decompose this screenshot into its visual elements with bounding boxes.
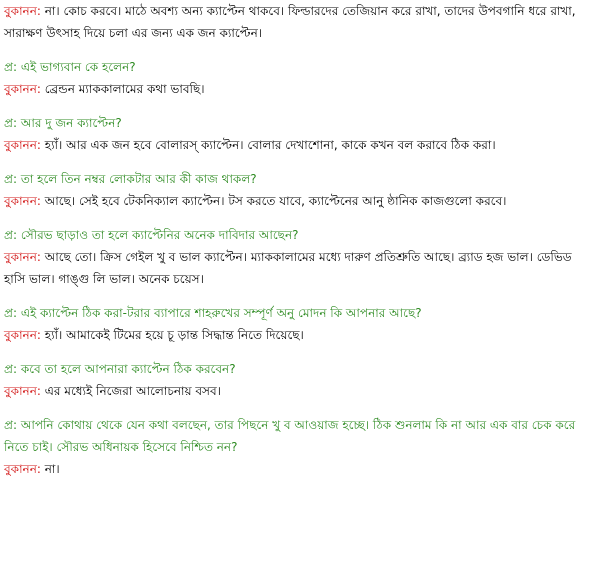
question-line: [4, 112, 590, 134]
qa-block-5: [4, 224, 590, 290]
question-line: [4, 56, 590, 78]
answer-speaker: বুকানন:: [4, 462, 41, 476]
answer-speaker: বুকানন:: [4, 194, 41, 208]
answer-text: না।: [44, 462, 60, 476]
answer-line: [4, 324, 590, 346]
question-text: কবে তা হলে আপনারা ক্যাপ্টেন ঠিক করবেন?: [20, 362, 236, 376]
question-line: [4, 168, 590, 190]
question-prefix: প্র:: [4, 228, 18, 242]
qa-block-2: [4, 56, 590, 100]
answer-line: [4, 78, 590, 100]
answer-line: [4, 458, 590, 480]
question-prefix: প্র:: [4, 362, 18, 376]
answer-text: হ্যাঁ। আর এক জন হবে বোলারস্ ক্যাপ্টেন। বোলার দেখাশোনা, কাকে কখন বল করাবে ঠিক করা।: [44, 138, 496, 152]
answer-speaker: বুকানন:: [4, 250, 41, 264]
answer-line: [4, 134, 590, 156]
answer-text: হ্যাঁ। আমাকেই টিমের হয়ে চূ ড়ান্ত সিদ্ধান্ত নিতে দিয়েছে।: [44, 328, 304, 342]
question-line: [4, 414, 590, 458]
question-text: তা হলে তিন নম্বর লোকটার আর কী কাজ থাকল?: [20, 172, 257, 186]
question-prefix: প্র:: [4, 418, 18, 432]
answer-text: ব্রেন্ডন ম্যাককালামের কথা ভাবছি।: [44, 82, 205, 96]
question-text: সৌরভ ছাড়াও তা হলে ক্যাপ্টেনির অনেক দাবিদার আছেন?: [20, 228, 299, 242]
answer-line: [4, 246, 590, 290]
answer-line: [4, 0, 590, 44]
question-text: আর দু জন ক্যাপ্টেন?: [20, 116, 122, 130]
answer-speaker: বুকানন:: [4, 138, 41, 152]
question-prefix: প্র:: [4, 116, 18, 130]
answer-line: [4, 380, 590, 402]
question-prefix: প্র:: [4, 172, 18, 186]
qa-block-6: [4, 302, 590, 346]
answer-text: আছে তো। ক্রিস গেইল খু ব ভাল ক্যাপ্টেন। ম্যাককালামের মধ্যে দারুণ প্রতিশ্রুতি আছে। ব্র্যাড হজ ভাল। ডেভিড হাসি ভাল। গাঙ্গু লি ভাল। অনেক চয়েস।: [4, 250, 572, 286]
question-line: [4, 224, 590, 246]
qa-block-4: [4, 168, 590, 212]
qa-block-7: [4, 358, 590, 402]
answer-speaker: বুকানন:: [4, 384, 41, 398]
answer-text: আছে। সেই হবে টেকনিক্যাল ক্যাপ্টেন। টস করতে যাবে, ক্যাপ্টেনের আনু ষ্ঠানিক কাজগুলো করবে।: [44, 194, 507, 208]
answer-text: না। কোচ করবে। মাঠে অবশ্য অন্য ক্যাপ্টেন থাকবে। ফিল্ডারদের তেজিয়ান করে রাখা, তাদের উপবগানি ধরে রাখা, সারাক্ষণ উৎসাহ দিয়ে চলা এর জন্য এক জন ক্যাপ্টেন।: [4, 4, 576, 40]
question-text: এই ভাগ্যবান কে হলেন?: [20, 60, 136, 74]
answer-speaker: বুকানন:: [4, 82, 41, 96]
qa-block-8: [4, 414, 590, 480]
question-text: এই ক্যাপ্টেন ঠিক করা-টরার ব্যাপারে শাহরুখের সম্পূর্ণ অনু মোদন কি আপনার আছে?: [20, 306, 422, 320]
question-prefix: প্র:: [4, 306, 18, 320]
answer-text: এর মধ্যেই নিজেরা আলোচনায় বসব।: [44, 384, 221, 398]
qa-block-3: [4, 112, 590, 156]
answer-speaker: বুকানন:: [4, 4, 41, 18]
answer-line: [4, 190, 590, 212]
question-prefix: প্র:: [4, 60, 18, 74]
question-line: [4, 358, 590, 380]
answer-speaker: বুকানন:: [4, 328, 41, 342]
question-line: [4, 302, 590, 324]
qa-block-1: [4, 0, 590, 44]
question-text: আপনি কোথায় থেকে যেন কথা বলছেন, তার পিছনে খু ব আওয়াজ হচ্ছে। ঠিক শুনলাম কি না আর এক বার চেক করে নিতে চাই। সৌরভ অধিনায়ক হিসেবে নিশ্চিত নন?: [4, 418, 576, 454]
